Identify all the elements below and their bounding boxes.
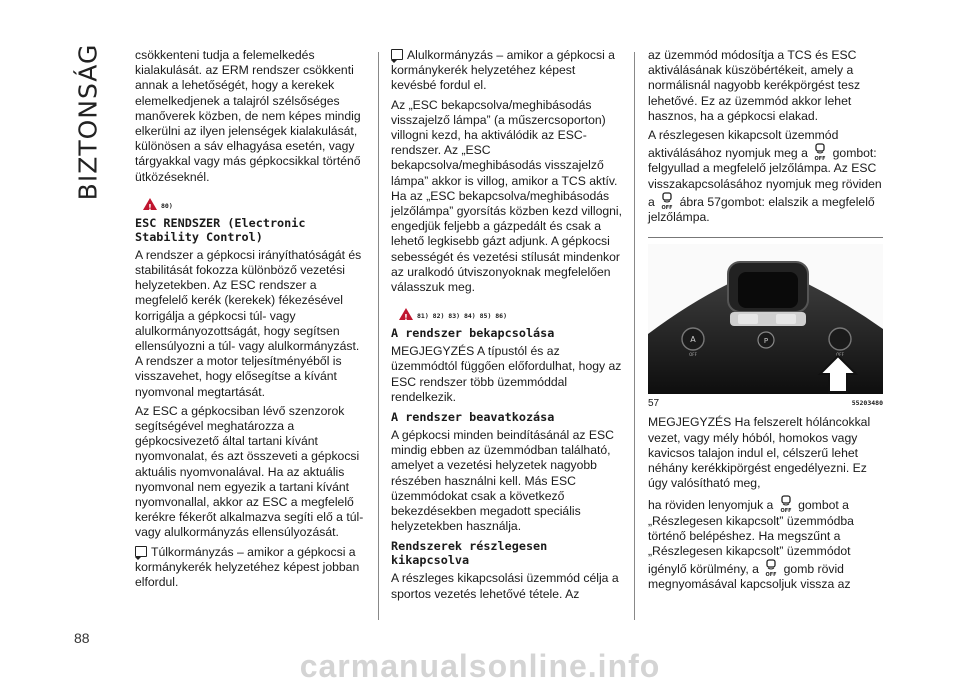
figure-code: 55203480 [851,399,883,408]
svg-text:OFF: OFF [780,508,792,514]
page-number: 88 [74,630,90,646]
note-icon [391,49,403,60]
off-label: OFF [814,156,826,162]
figure-number: 57 [648,398,660,410]
subsection-heading: A rendszer beavatkozása [391,410,555,425]
note-icon [135,546,147,557]
paragraph-text: gomb rövid megnyomásával kapcsoljuk vissza az [648,562,851,592]
warning-reference [143,190,367,210]
paragraph-text: A részlegesen kikapcsolt üzemmód aktiválásához nyomjuk meg a [648,128,839,161]
paragraph: MEGJEGYZÉS A típustól és az üzemmódtól függően előfordulhat, hogy az ESC rendszer több üzemmóddal rendelkezik. [391,344,622,404]
paragraph [135,545,367,591]
paragraph-text: ha röviden lenyomjuk a [648,498,774,513]
paragraph-text: ábra 57gombot: elalszik a megfelelő jelzőlámpa. [648,194,875,225]
warning-triangle-icon [399,308,413,320]
off-label: OFF [661,204,673,210]
paragraph [648,495,883,592]
paragraph: Az ESC a gépkocsiban lévő szenzorok segítségével meghatározza a gépkocsivezető által tartani kívánt nyomvonalat, és azt összeveti a gépkocsi aktuális nyomvonalával. Ha az aktuális nyomvonal nem egyezik a tartani kívánt nyomvonallal, akkor az ESC a megfelelő kerékre fékerőt alkalmazva segíti elő a túl- vagy alulkormányzás ellensúlyozását. [135,403,364,540]
paragraph: csökkenteni tudja a felemelkedés kialakulását. az ERM rendszer csökkenti annak a lehetőségét, hogy a kerekek elemelkedjenek a talajról szélsőséges manőverek közben, de nem képes mindig elkerülni az ilyen jelenségek kialakulását, különösen a sáv elhagyása esetén, vagy tárgyakkal vagy más gépkocsikkal történő ütközéseknél. [135,48,361,184]
paragraph: A gépkocsi minden beindításánál az ESC mindig ebben az üzemmódban található, amelyet a vezetési helyzetek nagyobb részében használni kell. Más ESC üzemmódokat csak a következő bekezdésekben megadott speciális helyzetekben használja. [391,428,614,534]
paragraph-text: gombot a „Részlegesen kikapcsolt” üzemmódba történő belépéshez. Ha megszűnt a „Részlegesen kikapcsolt” üzemmódot [648,498,854,559]
paragraph-text: Túlkormányzás – amikor a gépkocsi a kormánykerék helyzetéhez képest jobban elfordul. [135,544,360,590]
column-divider [634,52,635,620]
figure-57 [648,237,883,411]
watermark: carmanualsonline.info [299,648,661,684]
console-photo [648,244,883,394]
column-2 [391,48,623,606]
paragraph-text: igénylő körülmény, a [648,562,759,577]
esc-off-button-icon [779,495,793,513]
column-1 [135,48,367,594]
paragraph: MEGJEGYZÉS Ha felszerelt hóláncokkal vezet, vagy mély hóból, homokos vagy kavicsos talajon indul el, célszerű lehet néhány kerékkipörgést engedélyezni. Ez úgy valósítható meg, [648,415,871,491]
warning-refs: 81) 82) 83) 84) 85) 86) [417,312,508,321]
column-divider [378,52,379,620]
subsection-heading: Rendszerek részlegesen kikapcsolva [391,539,548,568]
paragraph-text: gombot: felgyullad a megfelelő jelzőlámpa. Az ESC visszakapcsolásához nyomjuk meg röviden a [648,146,882,209]
paragraph [391,48,623,94]
warning-triangle-icon [143,198,157,210]
section-heading: ESC RENDSZER (Electronic Stability Control) [135,215,306,244]
paragraph: Az „ESC bekapcsolva/meghibásodás visszajelző lámpa” (a műszercsoporton) villogni kezd, ha aktiválódik az ESC-rendszer. Az „ESC bekapcsolva/meghibásodás visszajelző lámpa” akkor is villog, amikor a TCS aktív. Ha az „ESC bekapcsolva/meghibásodás jelzőlámpa” gyorsítás közben kezd villogni, engedjük feljebb a gázpedált és csak a lehető legkisebb gázt adjunk. A gépkocsi sebességét és vezetési stílusát mindenkor az uralkodó útviszonyoknak megfelelően válasszuk meg. [391,97,622,295]
column-3 [648,48,883,597]
figure-caption [648,396,883,411]
warning-reference [399,300,623,320]
esc-off-button-icon [813,143,827,161]
paragraph: az üzemmód módosítja a TCS és ESC aktiválásának küszöbértékeit, amely a normálisnál nagyobb kerékpörgést tesz lehetővé. Ez az üzemmód akkor lehet hasznos, ha a gépkocsi elakad. [648,48,861,123]
svg-text:P: P [763,337,769,346]
section-title: BIZTONSÁG [73,43,103,201]
paragraph: A részleges kikapcsolási üzemmód célja a sportos vezetés lehetővé tétele. Az [391,571,619,601]
warning-refs: 80) [161,201,173,210]
paragraph [648,128,883,225]
svg-text:OFF: OFF [689,352,697,358]
svg-text:A: A [690,335,696,345]
paragraph: A rendszer a gépkocsi irányíthatóságát és stabilitását fokozza különböző vezetési helyzetekben. Az ESC rendszer a megfelelő kerék (kerekek) fékezésével korrigálja a gépkocsi túl- vagy alulkormányozottságát, hogy segítsen ellensúlyozni a túl- vagy alulkormányzást. A rendszer a motor teljesítményéből is visszavehet, hogy elősegítse a kívánt nyomvonal megtartását. [135,247,362,399]
esc-off-button-icon [660,192,674,210]
subsection-heading: A rendszer bekapcsolása [391,326,555,341]
esc-off-button-icon [764,559,778,577]
svg-text:OFF: OFF [836,352,844,358]
paragraph-text: Alulkormányzás – amikor a gépkocsi a kormánykerék helyzetéhez képest kevésbé fordul el. [391,48,615,93]
svg-text:OFF: OFF [765,572,777,578]
